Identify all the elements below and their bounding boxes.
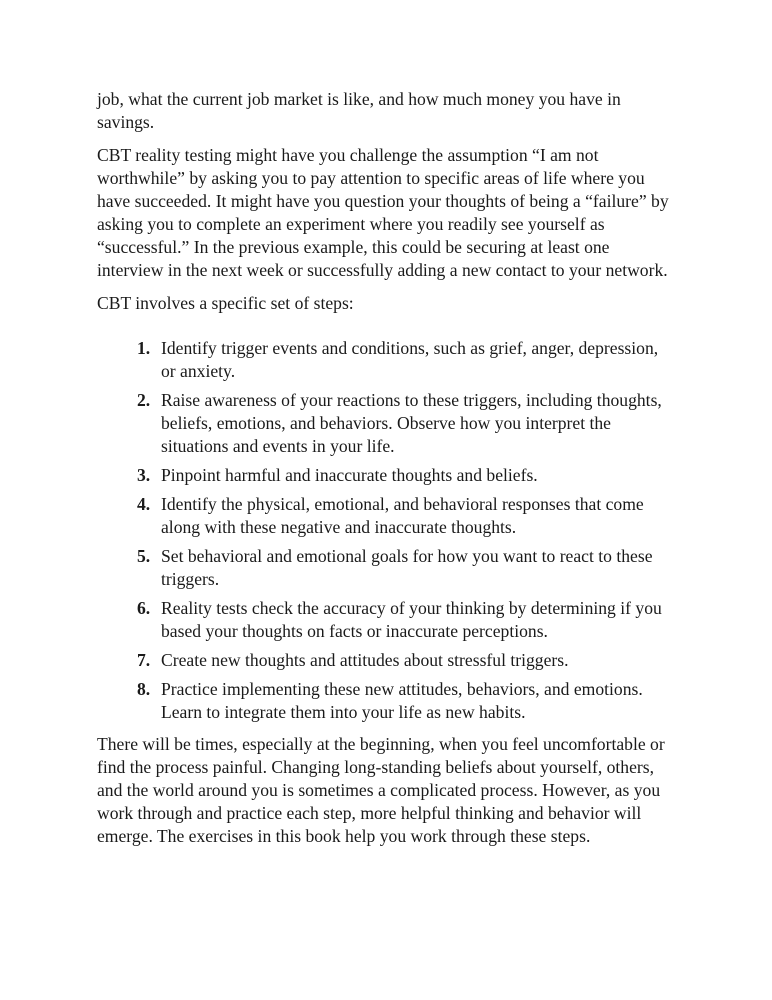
step-text: Practice implementing these new attitudes, behaviors, and emotions. Learn to integrate them into your life as new habits. [161,679,643,722]
list-item-step-7 [97,649,680,672]
step-text: Pinpoint harmful and inaccurate thoughts and beliefs. [161,465,538,485]
step-text: Identify the physical, emotional, and behavioral responses that come along with these negative and inaccurate thoughts. [161,494,644,537]
list-item-step-2 [97,389,680,458]
step-text: Reality tests check the accuracy of your thinking by determining if you based your thoughts on facts or inaccurate perceptions. [161,598,662,641]
list-item-step-1 [97,337,680,383]
paragraph-reality-testing: CBT reality testing might have you challenge the assumption “I am not worthwhile” by asking you to pay attention to specific areas of life where you have succeeded. It might have you question your thoughts of being a “failure” by asking you to complete an experiment where you readily see yourself as “successful.” In the previous example, this could be securing at least one interview in the next week or successfully adding a new contact to your network. [97,145,669,280]
list-item-step-8 [97,678,680,724]
step-number: 8. [137,679,151,699]
list-item-step-3 [97,464,680,487]
paragraph-closing: There will be times, especially at the beginning, when you feel uncomfortable or find the process painful. Changing long-standing beliefs about yourself, others, and the world around you is sometimes a complicated process. However, as you work through and practice each step, more helpful thinking and behavior will emerge. The exercises in this book help you work through these steps. [97,734,665,846]
step-text: Raise awareness of your reactions to these triggers, including thoughts, beliefs, emotions, and behaviors. Observe how you interpret the situations and events in your life. [161,390,662,456]
step-number: 1. [137,338,151,358]
paragraph-steps-intro: CBT involves a specific set of steps: [97,293,354,313]
step-text: Identify trigger events and conditions, such as grief, anger, depression, or anxiety. [161,338,659,381]
list-item-step-6 [97,597,680,643]
steps-list [97,337,680,724]
step-number: 7. [137,650,151,670]
step-number: 3. [137,465,151,485]
list-item-step-4 [97,493,680,539]
paragraph-continuation: job, what the current job market is like, and how much money you have in savings. [97,89,621,132]
step-text: Create new thoughts and attitudes about stressful triggers. [161,650,569,670]
step-number: 4. [137,494,151,514]
step-text: Set behavioral and emotional goals for how you want to react to these triggers. [161,546,653,589]
list-item-step-5 [97,545,680,591]
step-number: 2. [137,390,151,410]
step-number: 5. [137,546,151,566]
step-number: 6. [137,598,151,618]
